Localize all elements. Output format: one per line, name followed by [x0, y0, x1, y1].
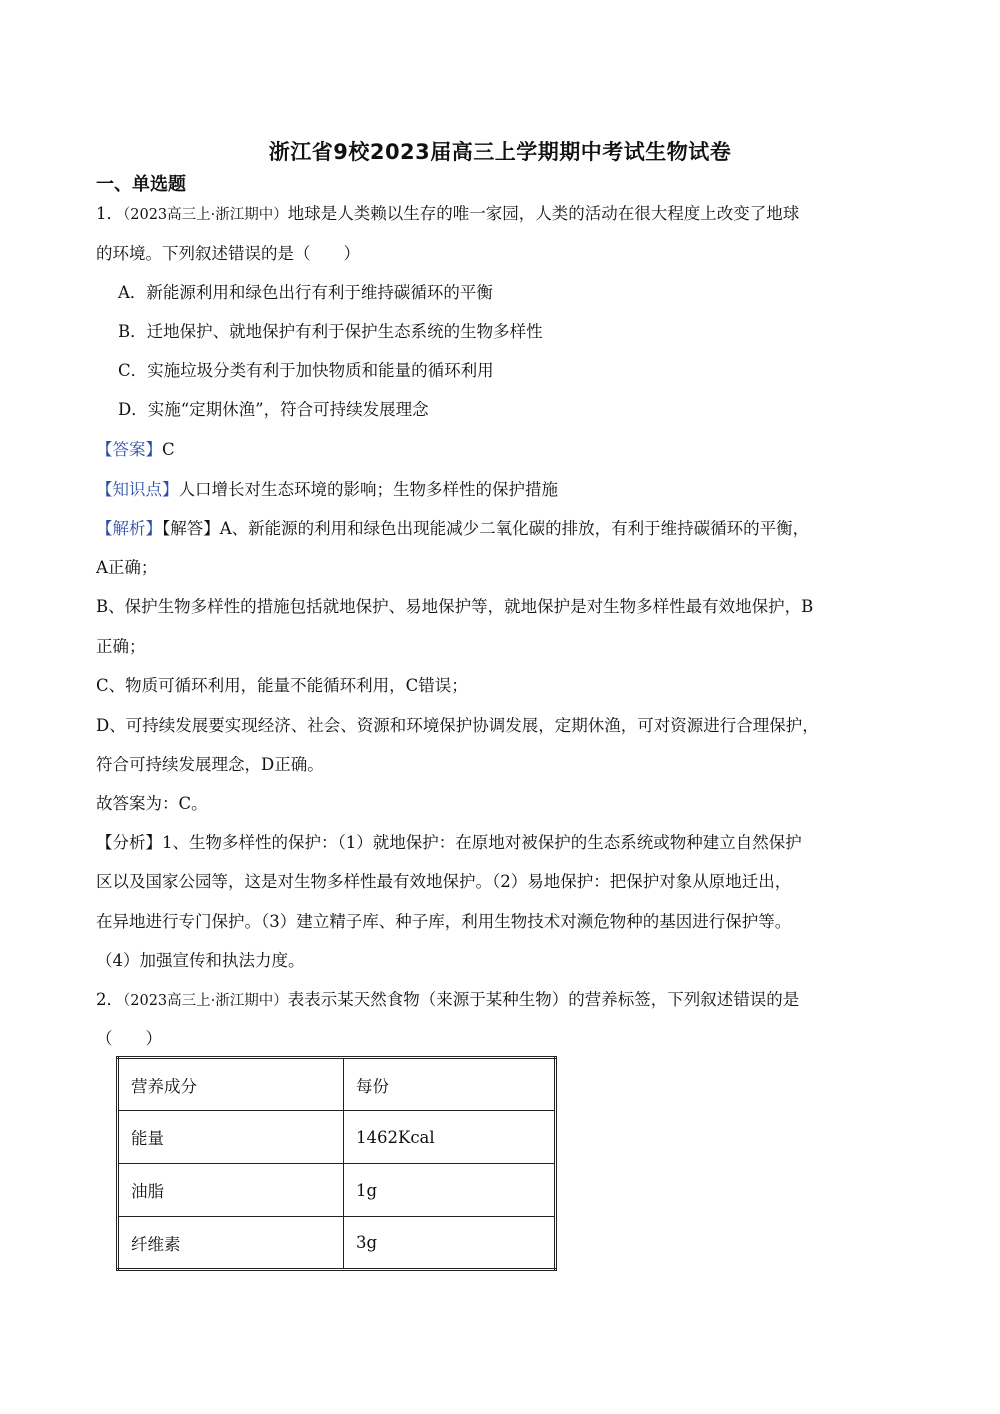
option-c: C．实施垃圾分类有利于加快物质和能量的循环利用 — [118, 361, 494, 380]
analysis-line: C、物质可循环利用，能量不能循环利用，C错误； — [96, 676, 468, 695]
table-header-cell: 营养成分 — [118, 1058, 344, 1111]
table-header-cell: 每份 — [344, 1058, 556, 1111]
table-row — [118, 1164, 556, 1217]
question-number: 2． — [96, 990, 123, 1009]
answer-value: C — [162, 440, 175, 459]
question-1-stem-line — [96, 202, 906, 227]
question-2-stem-line-2: （ ） — [96, 1029, 162, 1048]
analysis-tag: 【解析】 — [96, 519, 162, 538]
analysis-line — [96, 517, 906, 541]
option-b: B．迁地保护、就地保护有利于保护生态系统的生物多样性 — [118, 322, 543, 341]
question-2-stem-line — [96, 988, 906, 1013]
question-stem: 表表示某天然食物（来源于某种生物）的营养标签，下列叙述错误的是 — [287, 990, 800, 1009]
section-heading: 一、单选题 — [96, 174, 186, 195]
table-row — [118, 1111, 556, 1164]
question-number: 1． — [96, 204, 123, 223]
analysis-line: A正确； — [96, 558, 158, 577]
analysis-line: D、可持续发展要实现经济、社会、资源和环境保护协调发展，定期休渔，可对资源进行合理保护， — [96, 716, 819, 735]
table-row — [118, 1217, 556, 1270]
table-cell: 纤维素 — [118, 1217, 344, 1270]
page-title: 浙江省9校2023届高三上学期期中考试生物试卷 — [268, 140, 732, 164]
question-source: （2023高三上·浙江期中） — [123, 993, 288, 1009]
table-cell: 1462Kcal — [344, 1111, 556, 1164]
analysis-line: 故答案为：C。 — [96, 794, 208, 813]
knowledge-text: 人口增长对生态环境的影响；生物多样性的保护措施 — [178, 480, 558, 499]
table-cell: 能量 — [118, 1111, 344, 1164]
question-source: （2023高三上·浙江期中） — [123, 207, 288, 223]
table-cell: 3g — [344, 1217, 556, 1270]
option-a: A．新能源利用和绿色出行有利于维持碳循环的平衡 — [118, 283, 493, 302]
analysis-line: （4）加强宣传和执法力度。 — [96, 951, 305, 970]
analysis-line: 符合可持续发展理念，D正确。 — [96, 755, 324, 774]
nutrition-table — [116, 1056, 557, 1271]
analysis-line: 在异地进行专门保护。（3）建立精子库、种子库，利用生物技术对濒危物种的基因进行保护等。 — [96, 912, 792, 931]
answer-line — [96, 438, 906, 462]
question-1-stem-line-2: 的环境。下列叙述错误的是（ ） — [96, 244, 360, 263]
table-header-row — [118, 1058, 556, 1111]
table-cell: 1g — [344, 1164, 556, 1217]
analysis-text: 【解答】A、新能源的利用和绿色出现能减少二氧化碳的排放，有利于维持碳循环的平衡， — [162, 519, 810, 538]
analysis-line: 正确； — [96, 637, 146, 656]
knowledge-tag: 【知识点】 — [96, 480, 179, 499]
answer-tag: 【答案】 — [96, 440, 162, 459]
analysis-line: 区以及国家公园等，这是对生物多样性最有效地保护。（2）易地保护：把保护对象从原地迁出， — [96, 872, 792, 891]
analysis-line: B、保护生物多样性的措施包括就地保护、易地保护等，就地保护是对生物多样性最有效地保护，B — [96, 597, 814, 616]
knowledge-line — [96, 478, 906, 502]
option-d: D．实施“定期休渔”，符合可持续发展理念 — [118, 400, 429, 419]
analysis-line: 【分析】1、生物多样性的保护：（1）就地保护：在原地对被保护的生态系统或物种建立自然保护 — [96, 833, 802, 852]
question-stem: 地球是人类赖以生存的唯一家园，人类的活动在很大程度上改变了地球 — [287, 204, 800, 223]
table-cell: 油脂 — [118, 1164, 344, 1217]
